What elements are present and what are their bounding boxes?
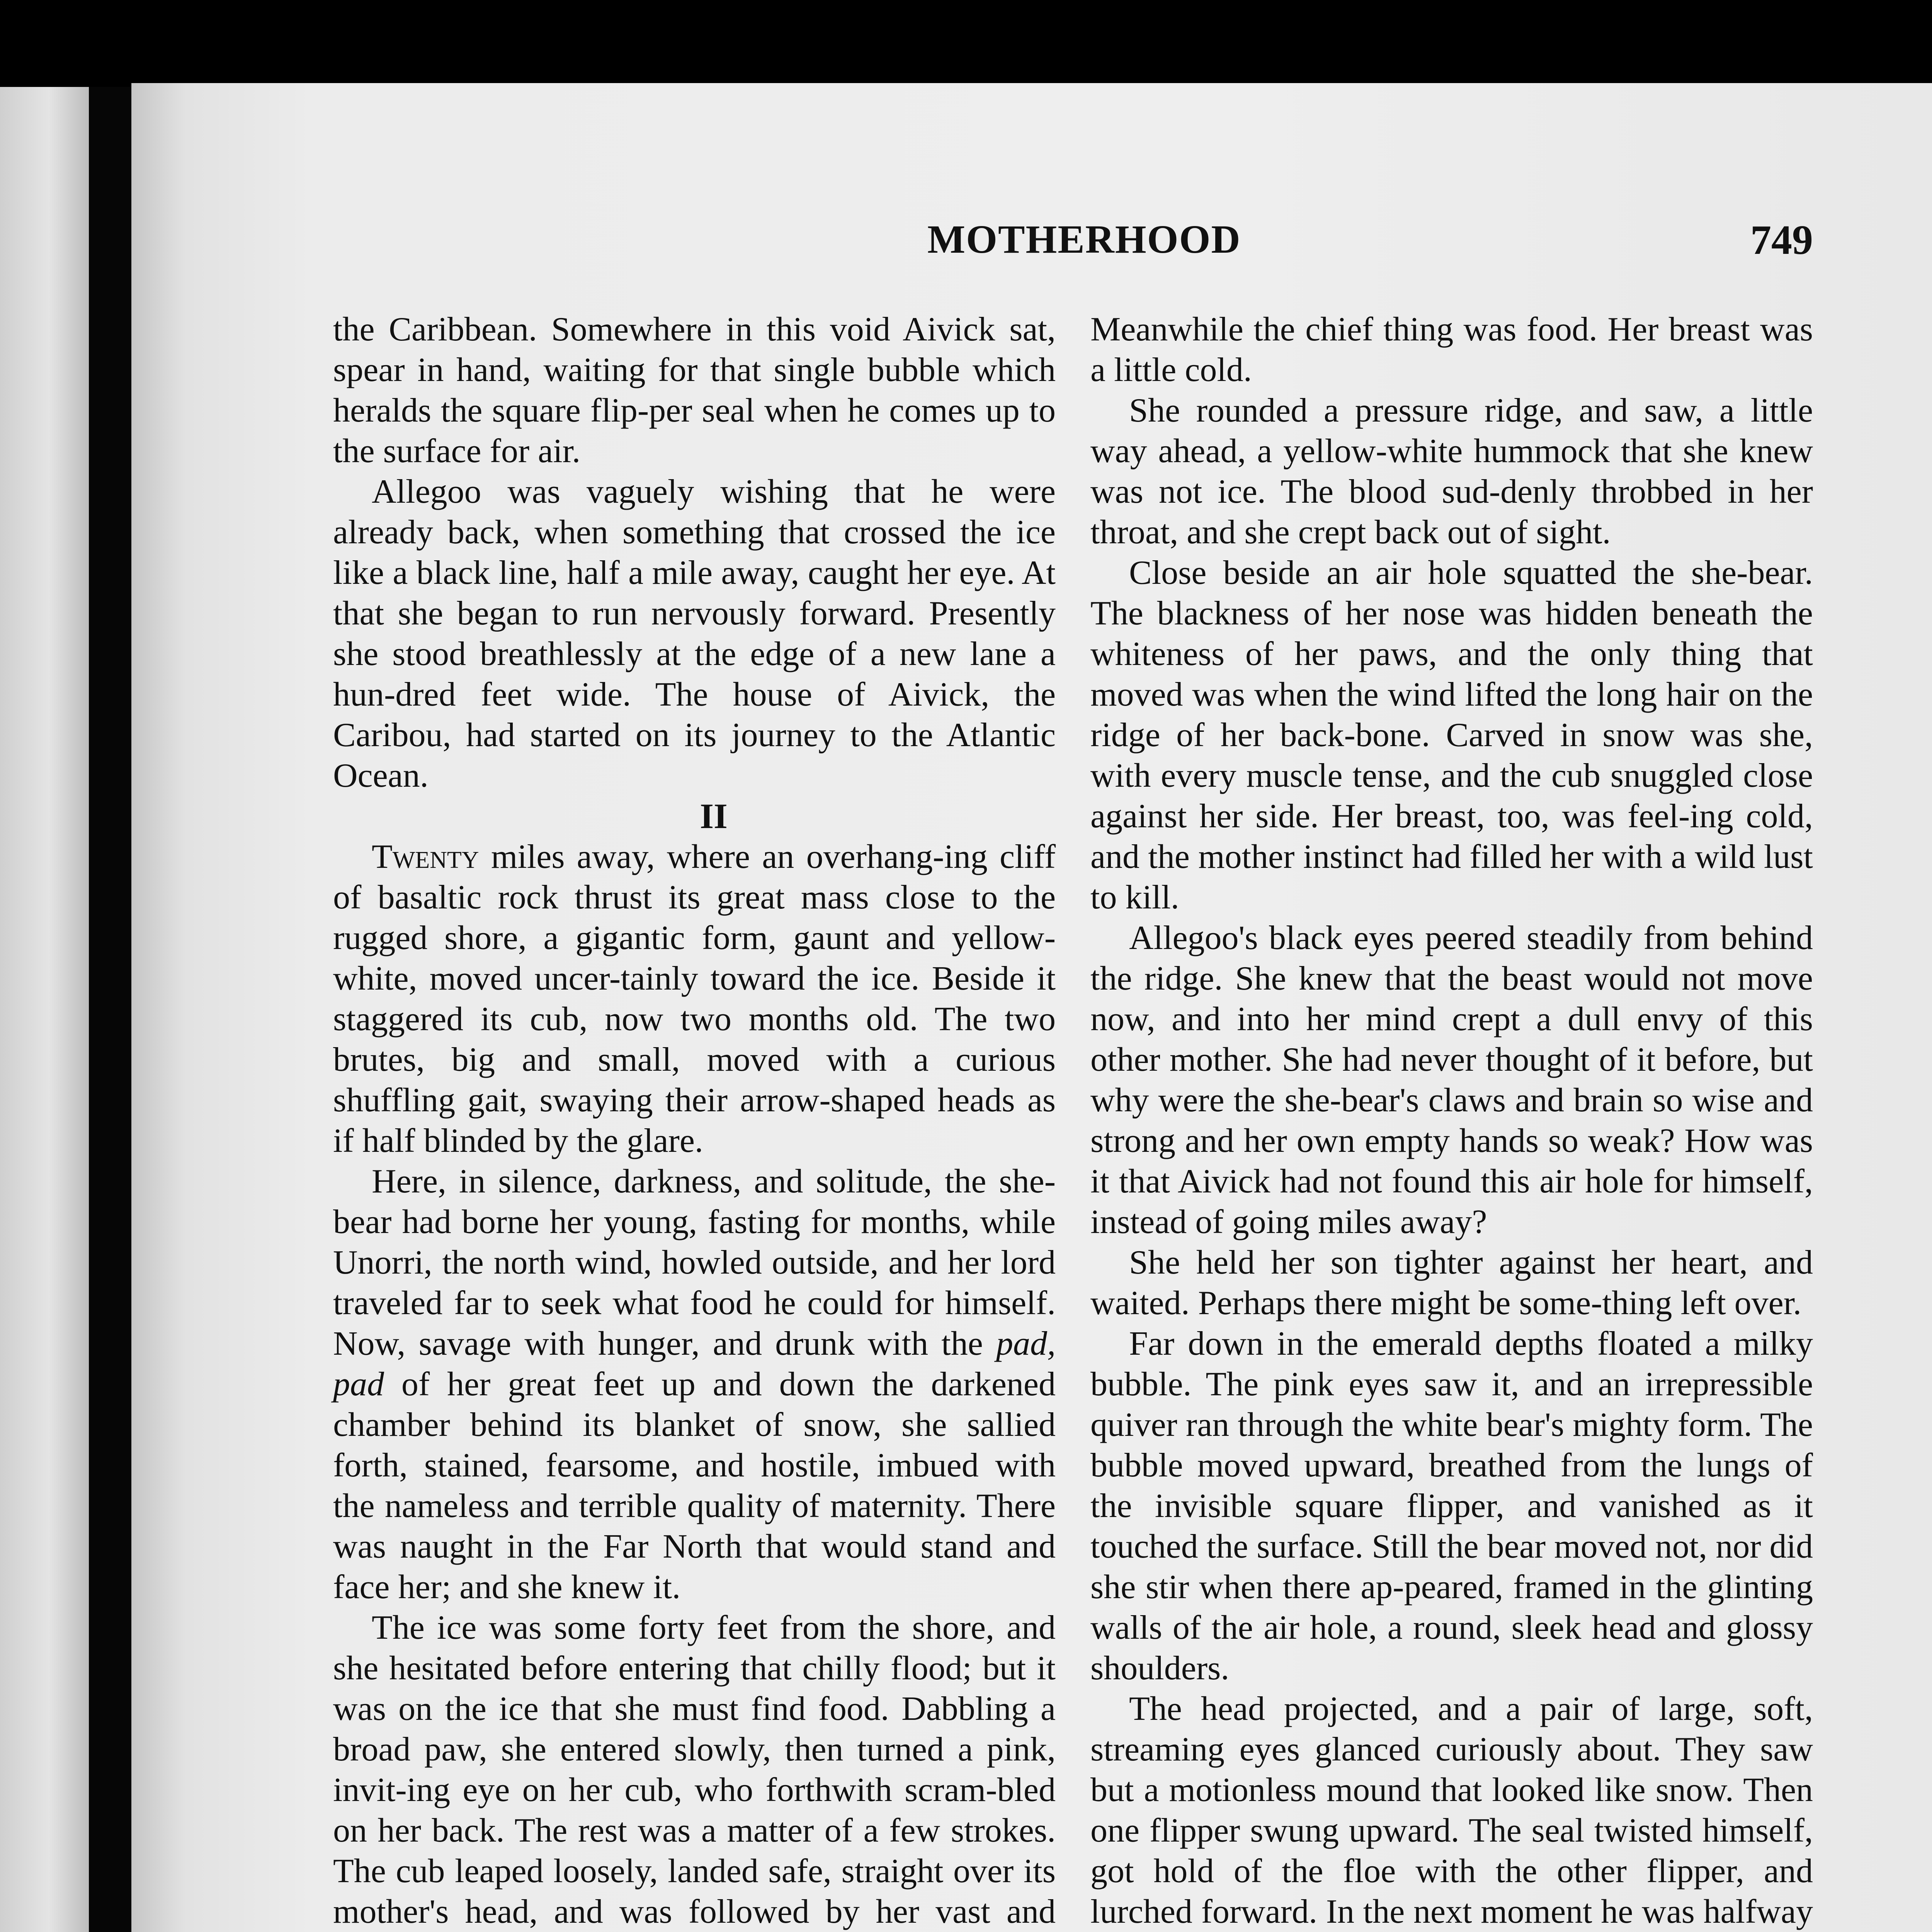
- paragraph: Meanwhile the chief thing was food. Her breast was a little cold.: [1090, 311, 1813, 389]
- paragraph-text: of her great feet up and down the darkened chamber behind its blanket of snow, she sallied forth, stained, fearsome, and hostile, imbued with the nameless and terrible quality of maternity. There was naught in the Far North that would stand and face her; and she knew it.: [333, 1366, 1056, 1606]
- paragraph: Far down in the emerald depths floated a milky bubble. The pink eyes saw it, and an irrepressible quiver ran through the white bear's mighty form. The bubble moved upward, breathed from the lungs of the invisible square flipper, and vanished as it touched the surface. Still the bear moved not, nor did she stir when there ap-peared, framed in the glinting walls of the air hole, a round, sleek head and glossy shoulders.: [1090, 1325, 1813, 1687]
- emphasis-text: pad, pad: [333, 1325, 1056, 1403]
- paragraph: Close beside an air hole squatted the she-bear. The blackness of her nose was hidden beneath the whiteness of her paws, and the only thing that moved was when the wind lifted the long hair on the ridge of her back-bone. Carved in snow was she, with every muscle tense, and the cub snuggled close against her side. Her breast, too, was feel-ing cold, and the mother instinct had filled her with a wild lust to kill.: [1090, 554, 1813, 916]
- paragraph: The ice was some forty feet from the shore, and she hesitated before entering that chilly flood; but it was on the ice that she must find food. Dabbling a broad paw, she entered slowly, then turned a pink, invit-ing eye on her cub, who forthwith scram-bled on her back. The rest was a matter of a few strokes. The cub leaped loosely, landed safe, straight over its mother's head, and was followed by her vast and: [333, 1609, 1056, 1930]
- paragraph: She held her son tighter against her heart, and waited. Perhaps there might be some-thing left over.: [1090, 1244, 1813, 1322]
- previous-page-edge: [0, 87, 89, 1932]
- running-title: MOTHERHOOD: [927, 217, 1241, 262]
- binding-gutter: [89, 87, 135, 1932]
- section-heading: II: [700, 796, 728, 836]
- paragraph: The head projected, and a pair of large, soft, streaming eyes glanced curiously about. They saw but a motionless mound that looked like snow. Then one flipper swung upward. The seal twisted himself, got hold of the floe with the other flipper, and lurched forward. In the next moment he was halfway: [1090, 1690, 1813, 1930]
- paragraph: She rounded a pressure ridge, and saw, a little way ahead, a yellow-white hummock that she knew was not ice. The blood sud-denly throbbed in her throat, and she crept back out of sight.: [1090, 392, 1813, 551]
- left-column: [333, 309, 1056, 1932]
- paragraph-lead: Twenty: [372, 838, 479, 876]
- paragraph: Allegoo was vaguely wishing that he were already back, when something that crossed the ice like a black line, half a mile away, caught her eye. At that she began to run nervously forward. Presently she stood breathlessly at the edge of a new lane a hun-dred feet wide. The house of Aivick, the Caribou, had started on its journey to the Atlantic Ocean.: [333, 473, 1056, 794]
- paragraph-text: miles away, where an overhang-ing cliff of basaltic rock thrust its great mass close to the rugged shore, a gigantic form, gaunt and yellow-white, moved uncer-tainly toward the ice. Beside it staggered its cub, now two months old. The two brutes, big and small, moved with a curious shuffling gait, swaying their arrow-shaped heads as if half blinded by the glare.: [333, 838, 1056, 1160]
- paragraph: the Caribbean. Somewhere in this void Aivick sat, spear in hand, waiting for that single bubble which heralds the square flip-per seal when he comes up to the surface for air.: [333, 311, 1056, 470]
- right-column: [1090, 309, 1813, 1932]
- paragraph-text: Here, in silence, darkness, and solitude, the she-bear had borne her young, fasting for months, while Unorri, the north wind, howled outside, and her lord traveled far to seek what food he could for himself. Now, savage with hunger, and drunk with the: [333, 1163, 1056, 1362]
- paragraph: [333, 837, 1056, 1161]
- paragraph: [333, 1161, 1056, 1607]
- paragraph: Allegoo's black eyes peered steadily from behind the ridge. She knew that the beast would not move now, and into her mind crept a dull envy of this other mother. She had never thought of it before, but why were the she-bear's claws and brain so wise and strong and her own empty hands so weak? How was it that Aivick had not found this air hole for himself, instead of going miles away?: [1090, 919, 1813, 1241]
- scan-border-top: [0, 0, 1932, 87]
- page-number: 749: [1750, 217, 1813, 263]
